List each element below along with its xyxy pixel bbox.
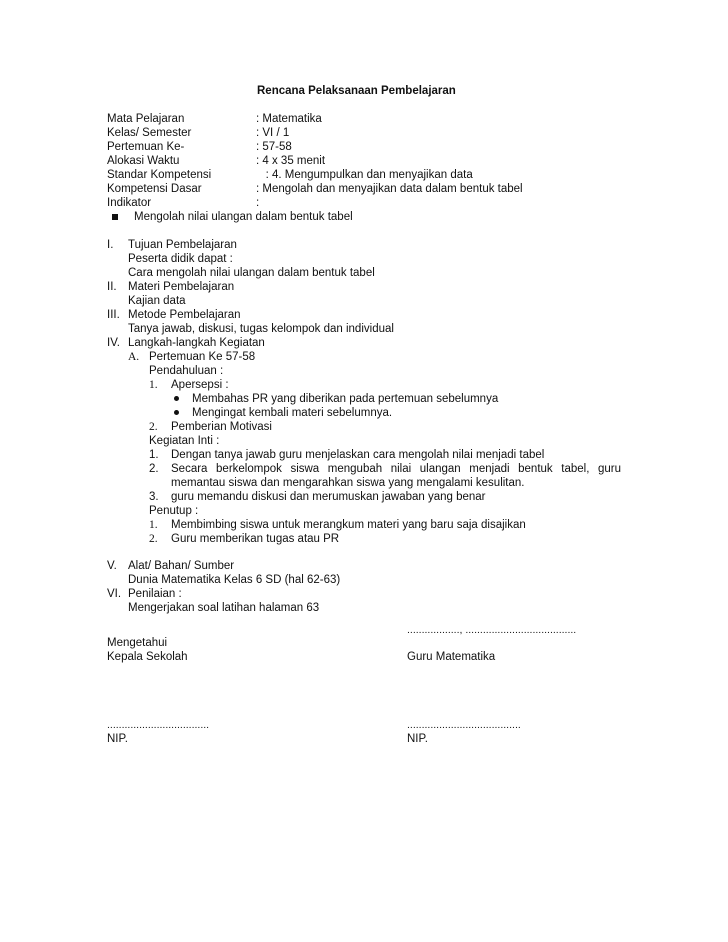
inti-1-number: 1. (149, 449, 159, 461)
section-6-line-1: Mengerjakan soal latihan halaman 63 (128, 602, 320, 614)
kepala-signature-line: ................................... (107, 719, 210, 731)
section-2-line-1: Kajian data (128, 295, 186, 307)
kepala-nip: NIP. (107, 733, 128, 745)
inti-2-number: 2. (149, 463, 159, 475)
guru-nip: NIP. (407, 733, 428, 745)
section-6-title: Penilaian : (128, 588, 182, 600)
info-label-kompetensi-dasar: Kompetensi Dasar (107, 183, 202, 195)
info-value-standar: : 4. Mengumpulkan dan menyajikan data (256, 169, 473, 181)
section-1-number: I. (107, 239, 114, 251)
section-1-line-2: Cara mengolah nilai ulangan dalam bentuk tabel (128, 267, 375, 279)
guru-signature-line: ....................................... (407, 719, 521, 731)
kepala-sekolah-label: Kepala Sekolah (107, 651, 188, 663)
document-title: Rencana Pelaksanaan Pembelajaran (257, 85, 456, 97)
section-5-line-1: Dunia Matematika Kelas 6 SD (hal 62-63) (128, 574, 341, 586)
info-label-kelas: Kelas/ Semester (107, 127, 192, 139)
pendahuluan-1-number: 1. (149, 379, 158, 391)
info-value-kompetensi-dasar: : Mengolah dan menyajikan data dalam bentuk tabel (256, 183, 523, 195)
square-bullet-icon (112, 210, 118, 224)
penutup-heading: Penutup : (149, 505, 199, 517)
info-value-indikator: : (256, 197, 260, 209)
section-4-number: IV. (107, 337, 121, 349)
inti-1-text: Dengan tanya jawab guru menjelaskan cara mengolah nilai menjadi tabel (171, 449, 545, 461)
section-3-number: III. (107, 309, 120, 321)
pendahuluan-1-text: Apersepsi : (171, 379, 229, 391)
section-4-title: Langkah-langkah Kegiatan (128, 337, 265, 349)
info-value-kelas: : VI / 1 (256, 127, 290, 139)
pendahuluan-heading: Pendahuluan : (149, 365, 224, 377)
dot-bullet-icon (174, 392, 179, 406)
dot-bullet-icon (174, 406, 179, 420)
subsection-a-number: A. (128, 351, 140, 363)
section-2-title: Materi Pembelajaran (128, 281, 235, 293)
subsection-a-title: Pertemuan Ke 57-58 (149, 351, 256, 363)
section-1-line-1: Peserta didik dapat : (128, 253, 233, 265)
mengetahui-label: Mengetahui (107, 637, 168, 649)
pendahuluan-2-number: 2. (149, 421, 158, 433)
section-5-title: Alat/ Bahan/ Sumber (128, 560, 235, 572)
penutup-2-text: Guru memberikan tugas atau PR (171, 533, 340, 545)
info-value-mata-pelajaran: : Matematika (256, 113, 322, 125)
info-label-standar: Standar Kompetensi (107, 169, 212, 181)
inti-2-text-line-2: memantau siswa dan mengarahkan siswa yang mengalami kesulitan. (171, 477, 525, 489)
section-3-title: Metode Pembelajaran (128, 309, 241, 321)
penutup-1-text: Membimbing siswa untuk merangkum materi yang baru saja disajikan (171, 519, 526, 531)
info-label-pertemuan: Pertemuan Ke- (107, 141, 185, 153)
inti-3-text: guru memandu diskusi dan merumuskan jawaban yang benar (171, 491, 486, 503)
info-label-indikator: Indikator (107, 197, 152, 209)
penutup-1-number: 1. (149, 519, 158, 531)
inti-2-text-line-1: Secara berkelompok siswa mengubah nilai ulangan menjadi bentuk tabel, guru (171, 463, 621, 475)
info-label-alokasi: Alokasi Waktu (107, 155, 180, 167)
place-date-line: .................., ...................................... (407, 624, 577, 636)
penutup-2-number: 2. (149, 533, 158, 545)
indikator-item: Mengolah nilai ulangan dalam bentuk tabel (134, 211, 353, 223)
info-label-mata-pelajaran: Mata Pelajaran (107, 113, 185, 125)
section-6-number: VI. (107, 588, 122, 600)
section-3-line-1: Tanya jawab, diskusi, tugas kelompok dan individual (128, 323, 394, 335)
apersepsi-bullet-1: Membahas PR yang diberikan pada pertemuan sebelumnya (192, 393, 499, 405)
inti-3-number: 3. (149, 491, 159, 503)
section-5-number: V. (107, 560, 117, 572)
kegiatan-inti-heading: Kegiatan Inti : (149, 435, 220, 447)
section-1-title: Tujuan Pembelajaran (128, 239, 237, 251)
info-value-alokasi: : 4 x 35 menit (256, 155, 326, 167)
section-2-number: II. (107, 281, 117, 293)
guru-matematika-label: Guru Matematika (407, 651, 496, 663)
pendahuluan-2-text: Pemberian Motivasi (171, 421, 272, 433)
apersepsi-bullet-2: Mengingat kembali materi sebelumnya. (192, 407, 393, 419)
info-value-pertemuan: : 57-58 (256, 141, 292, 153)
